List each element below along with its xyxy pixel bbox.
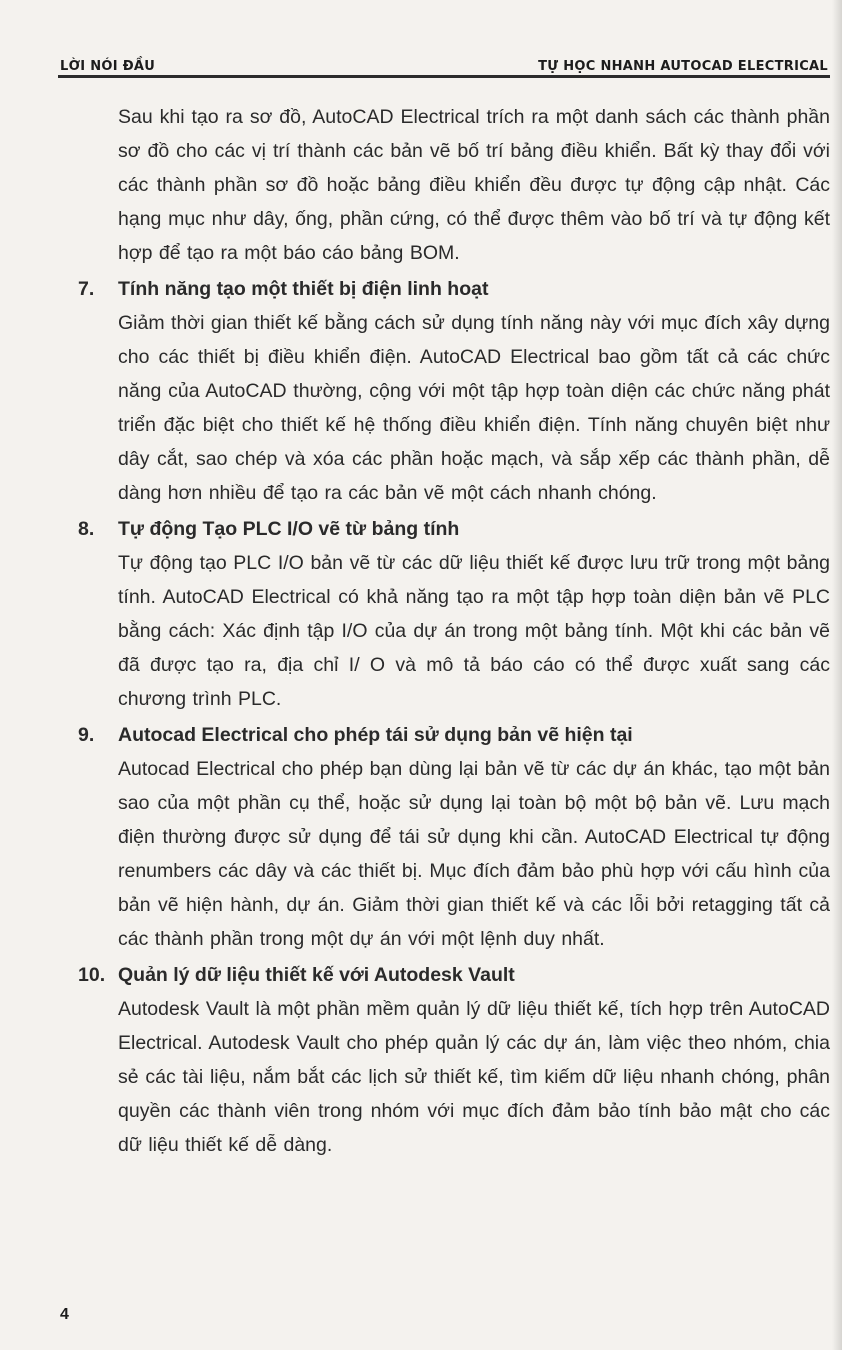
item-heading: [78, 718, 830, 752]
list-item-7: [78, 272, 830, 510]
item-title: Quản lý dữ liệu thiết kế với Autodesk Vault: [118, 964, 515, 986]
item-title: Tự động Tạo PLC I/O vẽ từ bảng tính: [118, 518, 460, 540]
item-number: 7.: [78, 278, 95, 300]
item-body: Giảm thời gian thiết kế bằng cách sử dụng tính năng này với mục đích xây dựng cho các thiết bị điều khiển điện. AutoCAD Electrical bao gồm tất cả các chức năng của AutoCAD thường, cộng với một tập hợp toàn diện các chức năng phát triển đặc biệt cho thiết kế hệ thống điều khiển điện. Tính năng chuyên biệt như dây cắt, sao chép và xóa các phần hoặc mạch, và sắp xếp các thành phần, dễ dàng hơn nhiều để tạo ra các bản vẽ một cách nhanh chóng.: [118, 312, 830, 504]
item-heading: [78, 958, 830, 992]
intro-paragraph: Sau khi tạo ra sơ đồ, AutoCAD Electrical trích ra một danh sách các thành phần sơ đồ cho các vị trí thành các bản vẽ bố trí bảng điều khiển. Bất kỳ thay đổi với các thành phần sơ đồ hoặc bảng điều khiển đều được tự động cập nhật. Các hạng mục như dây, ống, phần cứng, có thể được thêm vào bố trí và tự động kết hợp để tạo ra một báo cáo bảng BOM.: [118, 106, 830, 264]
page-content: [78, 100, 830, 1162]
running-header: [60, 48, 828, 74]
list-item-8: [78, 512, 830, 716]
item-body: Autocad Electrical cho phép bạn dùng lại bản vẽ từ các dự án khác, tạo một bản sao của một phần cụ thể, hoặc sử dụng lại toàn bộ một bộ bản vẽ. Lưu mạch điện thường được sử dụng để tái sử dụng khi cần. AutoCAD Electrical tự động renumbers các dây và các thiết bị. Mục đích đảm bảo phù hợp với cấu hình của bản vẽ hiện hành, dự án. Giảm thời gian thiết kế và các lỗi bởi retagging tất cả các thành phần trong một dự án với một lệnh duy nhất.: [118, 758, 830, 950]
item-number: 8.: [78, 518, 95, 540]
list-item-9: [78, 718, 830, 956]
header-right: TỰ HỌC NHANH AUTOCAD ELECTRICAL: [538, 59, 828, 74]
item-heading: [78, 272, 830, 306]
list-item-10: [78, 958, 830, 1162]
page-edge-shadow: [832, 0, 842, 1350]
item-title: Autocad Electrical cho phép tái sử dụng bản vẽ hiện tại: [118, 724, 633, 746]
item-body: Autodesk Vault là một phần mềm quản lý dữ liệu thiết kế, tích hợp trên AutoCAD Electrical. Autodesk Vault cho phép quản lý các dự án, làm việc theo nhóm, chia sẻ các tài liệu, nắm bắt các lịch sử thiết kế, tìm kiếm dữ liệu nhanh chóng, phân quyền các thành viên trong nhóm với mục đích đảm bảo tính bảo mật cho các dữ liệu thiết kế dễ dàng.: [118, 998, 830, 1156]
item-number: 10.: [78, 964, 106, 986]
item-body: Tự động tạo PLC I/O bản vẽ từ các dữ liệu thiết kế được lưu trữ trong một bảng tính. AutoCAD Electrical có khả năng tạo ra một tập hợp toàn diện bản vẽ PLC bằng cách: Xác định tập I/O của dự án trong một bảng tính. Một khi các bản vẽ đã được tạo ra, địa chỉ I/ O và mô tả báo cáo có thể được xuất sang các chương trình PLC.: [118, 552, 830, 710]
page-number: 4: [60, 1306, 69, 1323]
item-number: 9.: [78, 724, 95, 746]
header-rule: [58, 75, 830, 78]
header-left: LỜI NÓI ĐẦU: [60, 59, 156, 74]
item-title: Tính năng tạo một thiết bị điện linh hoạt: [118, 278, 489, 300]
item-heading: [78, 512, 830, 546]
